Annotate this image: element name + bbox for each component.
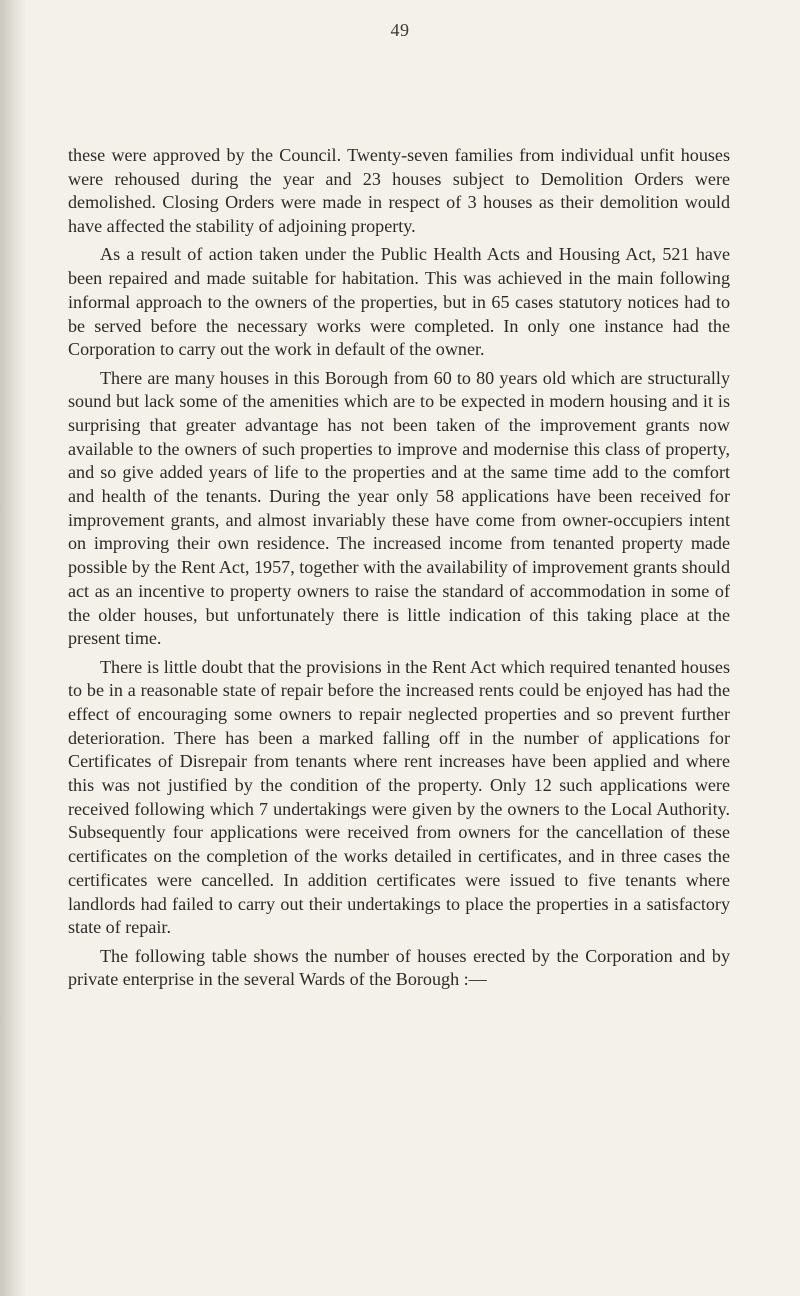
paragraph-table-intro: The following table shows the number of houses erected by the Corporation and by private enterprise in the several Wards of the Borough :—: [68, 945, 730, 990]
paragraph-repairs: As a result of action taken under the Public Health Acts and Housing Act, 521 have been repaired and made suitable for habitation. This was achieved in the main following informal approach to the owners of the properties, but in 65 cases statutory notices had to be served before the necessary works were completed. In only one instance had the Corporation to carry out the work in default of the owner.: [68, 244, 730, 360]
binding-shadow: [0, 0, 26, 1296]
body-text: [68, 144, 730, 997]
paragraph-improvement-grants: There are many houses in this Borough from 60 to 80 years old which are structurally sound but lack some of the amenities which are to be expected in modern housing and it is surprising that greater advantage has not been taken of the improvement grants now available to the owners of such properties to improve and modernise this class of property, and so give added years of life to the properties and at the same time add to the comfort and health of the tenants. During the year only 58 applications have been received for improvement grants, and almost invariably these have come from owner-occupiers intent on improving their own residence. The increased income from tenanted property made possible by the Rent Act, 1957, together with the availability of improvement grants should act as an incentive to property owners to raise the standard of accommodation in some of the older houses, but unfortunately there is little indication of this taking place at the present time.: [68, 367, 730, 649]
page-number: 49: [390, 20, 410, 40]
paragraph-certificates-of-disrepair: There is little doubt that the provisions in the Rent Act which required tenanted houses to be in a reasonable state of repair before the increased rents could be enjoyed has had the effect of encouraging some owners to repair neglected properties and so prevent further deterioration. There has been a marked falling off in the number of applications for Certificates of Disrepair from tenants where rent increases have been applied and where this was not justified by the condition of the property. Only 12 such applications were received following which 7 undertakings were given by the owners to the Local Authority. Subsequently four applications were received from owners for the cancellation of these certificates on the completion of the works detailed in certificates, and in three cases the certificates were cancelled. In addition certificates were issued to five tenants where landlords had failed to carry out their undertakings to place the properties in a satisfactory state of repair.: [68, 656, 730, 938]
paragraph-continuation: these were approved by the Council. Twenty-seven families from individual unfit houses were rehoused during the year and 23 houses subject to Demolition Orders were demolished. Closing Orders were made in respect of 3 houses as their demolition would have affected the stability of adjoining property.: [68, 145, 730, 237]
